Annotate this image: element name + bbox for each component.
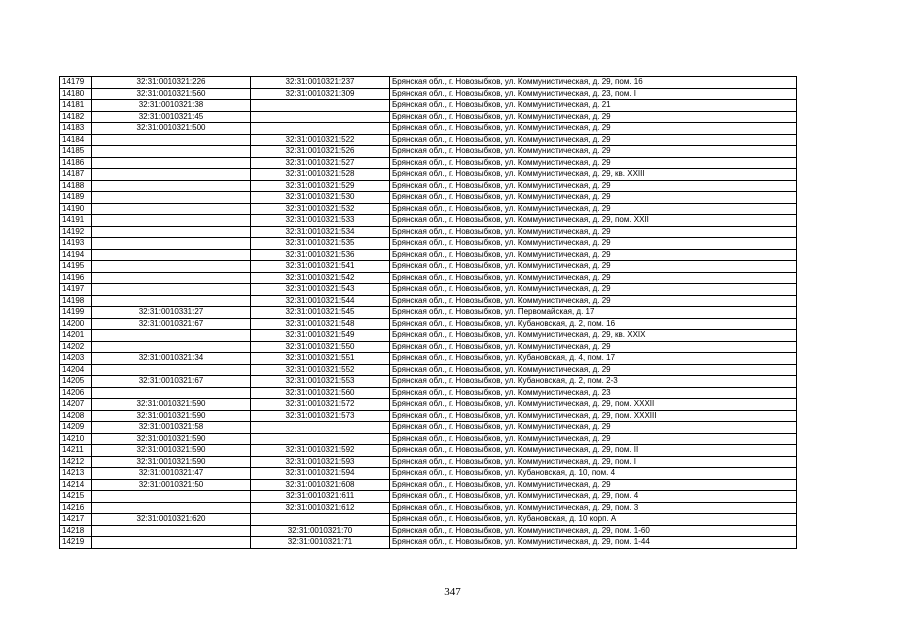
cadastral-number-a: 32:31:0010321:590: [92, 399, 251, 411]
row-number: 14197: [60, 284, 92, 296]
cadastral-number-b: 32:31:0010321:552: [251, 364, 390, 376]
cadastral-number-a: [92, 226, 251, 238]
row-number: 14210: [60, 433, 92, 445]
cadastral-number-a: 32:31:0010321:226: [92, 77, 251, 89]
cadastral-number-a: 32:31:0010321:67: [92, 376, 251, 388]
cadastral-number-a: 32:31:0010321:38: [92, 100, 251, 112]
cadastral-number-a: 32:31:0010321:50: [92, 479, 251, 491]
cadastral-number-b: 32:31:0010321:551: [251, 353, 390, 365]
table-row: [60, 456, 797, 468]
table-row: [60, 468, 797, 480]
address-cell: Брянская обл., г. Новозыбков, ул. Коммунистическая, д. 29: [390, 261, 797, 273]
address-cell: Брянская обл., г. Новозыбков, ул. Коммунистическая, д. 29: [390, 284, 797, 296]
row-number: 14191: [60, 215, 92, 227]
address-cell: Брянская обл., г. Новозыбков, ул. Коммунистическая, д. 29, пом. II: [390, 445, 797, 457]
cadastral-number-b: 32:31:0010321:526: [251, 146, 390, 158]
cadastral-number-b: 32:31:0010321:309: [251, 88, 390, 100]
row-number: 14208: [60, 410, 92, 422]
table-row: [60, 387, 797, 399]
cadastral-number-a: [92, 295, 251, 307]
row-number: 14212: [60, 456, 92, 468]
row-number: 14200: [60, 318, 92, 330]
cadastral-number-b: 32:31:0010321:544: [251, 295, 390, 307]
address-cell: Брянская обл., г. Новозыбков, ул. Коммунистическая, д. 29, кв. XXIII: [390, 169, 797, 181]
row-number: 14193: [60, 238, 92, 250]
cadastral-number-b: 32:31:0010321:535: [251, 238, 390, 250]
cadastral-number-a: 32:31:0010321:590: [92, 410, 251, 422]
table-row: [60, 399, 797, 411]
row-number: 14217: [60, 514, 92, 526]
address-cell: Брянская обл., г. Новозыбков, ул. Коммунистическая, д. 23: [390, 387, 797, 399]
table-row: [60, 261, 797, 273]
table-row: [60, 445, 797, 457]
cadastral-number-b: 32:31:0010321:533: [251, 215, 390, 227]
row-number: 14194: [60, 249, 92, 261]
address-cell: Брянская обл., г. Новозыбков, ул. Коммунистическая, д. 29: [390, 226, 797, 238]
table-row: [60, 284, 797, 296]
address-cell: Брянская обл., г. Новозыбков, ул. Коммунистическая, д. 29, пом. I: [390, 456, 797, 468]
cadastral-number-a: [92, 491, 251, 503]
address-cell: Брянская обл., г. Новозыбков, ул. Коммунистическая, д. 29, пом. 3: [390, 502, 797, 514]
row-number: 14216: [60, 502, 92, 514]
cadastral-number-b: 32:31:0010321:572: [251, 399, 390, 411]
cadastral-number-a: 32:31:0010331:27: [92, 307, 251, 319]
cadastral-number-b: 32:31:0010321:543: [251, 284, 390, 296]
address-cell: Брянская обл., г. Новозыбков, ул. Коммунистическая, д. 29: [390, 192, 797, 204]
address-cell: Брянская обл., г. Новозыбков, ул. Кубановская, д. 2, пом. 16: [390, 318, 797, 330]
cadastral-number-b: 32:31:0010321:560: [251, 387, 390, 399]
row-number: 14199: [60, 307, 92, 319]
cadastral-number-a: [92, 238, 251, 250]
address-cell: Брянская обл., г. Новозыбков, ул. Коммунистическая, д. 29: [390, 479, 797, 491]
table-row: [60, 376, 797, 388]
row-number: 14214: [60, 479, 92, 491]
address-cell: Брянская обл., г. Новозыбков, ул. Коммунистическая, д. 29, пом. 4: [390, 491, 797, 503]
address-cell: Брянская обл., г. Новозыбков, ул. Кубановская, д. 4, пом. 17: [390, 353, 797, 365]
table-row: [60, 238, 797, 250]
address-cell: Брянская обл., г. Новозыбков, ул. Коммунистическая, д. 29, пом. 16: [390, 77, 797, 89]
cadastral-number-a: [92, 525, 251, 537]
cadastral-number-a: [92, 157, 251, 169]
cadastral-number-a: [92, 261, 251, 273]
cadastral-number-a: [92, 387, 251, 399]
table-row: [60, 422, 797, 434]
cadastral-number-a: 32:31:0010321:590: [92, 445, 251, 457]
cadastral-number-a: 32:31:0010321:560: [92, 88, 251, 100]
cadastral-number-a: 32:31:0010321:47: [92, 468, 251, 480]
row-number: 14205: [60, 376, 92, 388]
row-number: 14211: [60, 445, 92, 457]
address-cell: Брянская обл., г. Новозыбков, ул. Коммунистическая, д. 29: [390, 123, 797, 135]
address-cell: Брянская обл., г. Новозыбков, ул. Первомайская, д. 17: [390, 307, 797, 319]
cadastral-number-a: 32:31:0010321:620: [92, 514, 251, 526]
cadastral-number-a: [92, 192, 251, 204]
table-row: [60, 226, 797, 238]
row-number: 14181: [60, 100, 92, 112]
cadastral-number-b: [251, 100, 390, 112]
address-cell: Брянская обл., г. Новозыбков, ул. Коммунистическая, д. 29, пом. XXII: [390, 215, 797, 227]
table-row: [60, 330, 797, 342]
cadastral-number-b: 32:31:0010321:545: [251, 307, 390, 319]
row-number: 14198: [60, 295, 92, 307]
cadastral-number-b: 32:31:0010321:534: [251, 226, 390, 238]
table-row: [60, 295, 797, 307]
address-cell: Брянская обл., г. Новозыбков, ул. Коммунистическая, д. 29: [390, 203, 797, 215]
cadastral-number-b: [251, 433, 390, 445]
cadastral-number-b: 32:31:0010321:612: [251, 502, 390, 514]
cadastral-number-a: [92, 284, 251, 296]
table-row: [60, 77, 797, 89]
cadastral-number-a: 32:31:0010321:590: [92, 433, 251, 445]
table-row: [60, 169, 797, 181]
cadastral-number-b: 32:31:0010321:529: [251, 180, 390, 192]
cadastral-number-b: 32:31:0010321:611: [251, 491, 390, 503]
address-cell: Брянская обл., г. Новозыбков, ул. Коммунистическая, д. 29: [390, 157, 797, 169]
row-number: 14183: [60, 123, 92, 135]
cadastral-number-b: 32:31:0010321:536: [251, 249, 390, 261]
cadastral-number-b: [251, 514, 390, 526]
address-cell: Брянская обл., г. Новозыбков, ул. Коммунистическая, д. 29: [390, 180, 797, 192]
row-number: 14196: [60, 272, 92, 284]
address-cell: Брянская обл., г. Новозыбков, ул. Коммунистическая, д. 29: [390, 364, 797, 376]
row-number: 14213: [60, 468, 92, 480]
cadastral-number-a: [92, 180, 251, 192]
row-number: 14201: [60, 330, 92, 342]
cadastral-number-b: [251, 111, 390, 123]
address-cell: Брянская обл., г. Новозыбков, ул. Коммунистическая, д. 21: [390, 100, 797, 112]
table-row: [60, 537, 797, 549]
table-row: [60, 180, 797, 192]
cadastral-number-b: 32:31:0010321:541: [251, 261, 390, 273]
table-row: [60, 123, 797, 135]
address-cell: Брянская обл., г. Новозыбков, ул. Коммунистическая, д. 29: [390, 295, 797, 307]
address-cell: Брянская обл., г. Новозыбков, ул. Коммунистическая, д. 29: [390, 238, 797, 250]
address-cell: Брянская обл., г. Новозыбков, ул. Коммунистическая, д. 29, кв. XXIX: [390, 330, 797, 342]
table-row: [60, 410, 797, 422]
table-row: [60, 249, 797, 261]
row-number: 14215: [60, 491, 92, 503]
table-row: [60, 341, 797, 353]
table-row: [60, 111, 797, 123]
row-number: 14180: [60, 88, 92, 100]
cadastral-number-a: [92, 330, 251, 342]
cadastral-number-b: [251, 422, 390, 434]
table-row: [60, 502, 797, 514]
cadastral-number-b: 32:31:0010321:592: [251, 445, 390, 457]
cadastral-number-a: [92, 215, 251, 227]
row-number: 14207: [60, 399, 92, 411]
table-row: [60, 272, 797, 284]
row-number: 14202: [60, 341, 92, 353]
row-number: 14218: [60, 525, 92, 537]
cadastral-number-a: [92, 146, 251, 158]
row-number: 14188: [60, 180, 92, 192]
table-row: [60, 307, 797, 319]
table-row: [60, 215, 797, 227]
table-body: [60, 77, 797, 549]
cadastral-number-b: 32:31:0010321:549: [251, 330, 390, 342]
cadastral-number-b: 32:31:0010321:70: [251, 525, 390, 537]
address-cell: Брянская обл., г. Новозыбков, ул. Кубановская, д. 10, пом. 4: [390, 468, 797, 480]
cadastral-number-b: 32:31:0010321:528: [251, 169, 390, 181]
cadastral-number-a: 32:31:0010321:58: [92, 422, 251, 434]
cadastral-number-a: 32:31:0010321:34: [92, 353, 251, 365]
cadastral-number-a: 32:31:0010321:45: [92, 111, 251, 123]
row-number: 14203: [60, 353, 92, 365]
address-cell: Брянская обл., г. Новозыбков, ул. Коммунистическая, д. 29, пом. 1-44: [390, 537, 797, 549]
row-number: 14206: [60, 387, 92, 399]
table-row: [60, 433, 797, 445]
address-cell: Брянская обл., г. Новозыбков, ул. Коммунистическая, д. 29: [390, 249, 797, 261]
cadastral-number-a: [92, 169, 251, 181]
row-number: 14185: [60, 146, 92, 158]
cadastral-number-a: [92, 203, 251, 215]
cadastral-number-a: 32:31:0010321:500: [92, 123, 251, 135]
address-cell: Брянская обл., г. Новозыбков, ул. Коммунистическая, д. 29, пом. XXXII: [390, 399, 797, 411]
address-cell: Брянская обл., г. Новозыбков, ул. Кубановская, д. 10 корп. А: [390, 514, 797, 526]
table-row: [60, 157, 797, 169]
cadastral-number-b: [251, 123, 390, 135]
cadastral-number-a: [92, 249, 251, 261]
cadastral-number-a: [92, 134, 251, 146]
address-cell: Брянская обл., г. Новозыбков, ул. Коммунистическая, д. 29: [390, 433, 797, 445]
cadastral-number-a: [92, 341, 251, 353]
row-number: 14182: [60, 111, 92, 123]
cadastral-number-b: 32:31:0010321:522: [251, 134, 390, 146]
cadastral-number-b: 32:31:0010321:594: [251, 468, 390, 480]
table-row: [60, 491, 797, 503]
address-cell: Брянская обл., г. Новозыбков, ул. Коммунистическая, д. 29: [390, 341, 797, 353]
address-cell: Брянская обл., г. Новозыбков, ул. Коммунистическая, д. 29: [390, 134, 797, 146]
row-number: 14187: [60, 169, 92, 181]
table-row: [60, 203, 797, 215]
address-cell: Брянская обл., г. Новозыбков, ул. Кубановская, д. 2, пом. 2-3: [390, 376, 797, 388]
table-row: [60, 364, 797, 376]
cadastral-number-a: [92, 502, 251, 514]
cadastral-number-b: 32:31:0010321:532: [251, 203, 390, 215]
cadastral-number-b: 32:31:0010321:527: [251, 157, 390, 169]
row-number: 14186: [60, 157, 92, 169]
cadastral-number-b: 32:31:0010321:553: [251, 376, 390, 388]
page-number: 347: [444, 586, 461, 598]
table-row: [60, 192, 797, 204]
table-row: [60, 134, 797, 146]
row-number: 14219: [60, 537, 92, 549]
cadastral-number-b: 32:31:0010321:608: [251, 479, 390, 491]
row-number: 14209: [60, 422, 92, 434]
address-cell: Брянская обл., г. Новозыбков, ул. Коммунистическая, д. 23, пом. I: [390, 88, 797, 100]
table-row: [60, 514, 797, 526]
row-number: 14179: [60, 77, 92, 89]
row-number: 14184: [60, 134, 92, 146]
row-number: 14189: [60, 192, 92, 204]
row-number: 14195: [60, 261, 92, 273]
table-row: [60, 353, 797, 365]
address-cell: Брянская обл., г. Новозыбков, ул. Коммунистическая, д. 29: [390, 422, 797, 434]
row-number: 14192: [60, 226, 92, 238]
cadastral-number-b: 32:31:0010321:542: [251, 272, 390, 284]
cadastral-number-b: 32:31:0010321:593: [251, 456, 390, 468]
address-cell: Брянская обл., г. Новозыбков, ул. Коммунистическая, д. 29: [390, 111, 797, 123]
table-row: [60, 88, 797, 100]
table-row: [60, 479, 797, 491]
address-cell: Брянская обл., г. Новозыбков, ул. Коммунистическая, д. 29, пом. XXXIII: [390, 410, 797, 422]
cadastral-number-a: 32:31:0010321:67: [92, 318, 251, 330]
table-row: [60, 146, 797, 158]
cadastral-number-a: [92, 537, 251, 549]
cadastral-number-a: [92, 272, 251, 284]
cadastral-number-a: [92, 364, 251, 376]
row-number: 14204: [60, 364, 92, 376]
cadastral-number-b: 32:31:0010321:573: [251, 410, 390, 422]
table-row: [60, 100, 797, 112]
address-cell: Брянская обл., г. Новозыбков, ул. Коммунистическая, д. 29: [390, 272, 797, 284]
address-cell: Брянская обл., г. Новозыбков, ул. Коммунистическая, д. 29, пом. 1-60: [390, 525, 797, 537]
cadastral-number-b: 32:31:0010321:237: [251, 77, 390, 89]
cadastral-number-b: 32:31:0010321:550: [251, 341, 390, 353]
table-row: [60, 525, 797, 537]
cadastral-number-b: 32:31:0010321:548: [251, 318, 390, 330]
cadastral-table: [59, 76, 797, 549]
cadastral-number-b: 32:31:0010321:71: [251, 537, 390, 549]
table-row: [60, 318, 797, 330]
cadastral-number-b: 32:31:0010321:530: [251, 192, 390, 204]
cadastral-number-a: 32:31:0010321:590: [92, 456, 251, 468]
row-number: 14190: [60, 203, 92, 215]
address-cell: Брянская обл., г. Новозыбков, ул. Коммунистическая, д. 29: [390, 146, 797, 158]
